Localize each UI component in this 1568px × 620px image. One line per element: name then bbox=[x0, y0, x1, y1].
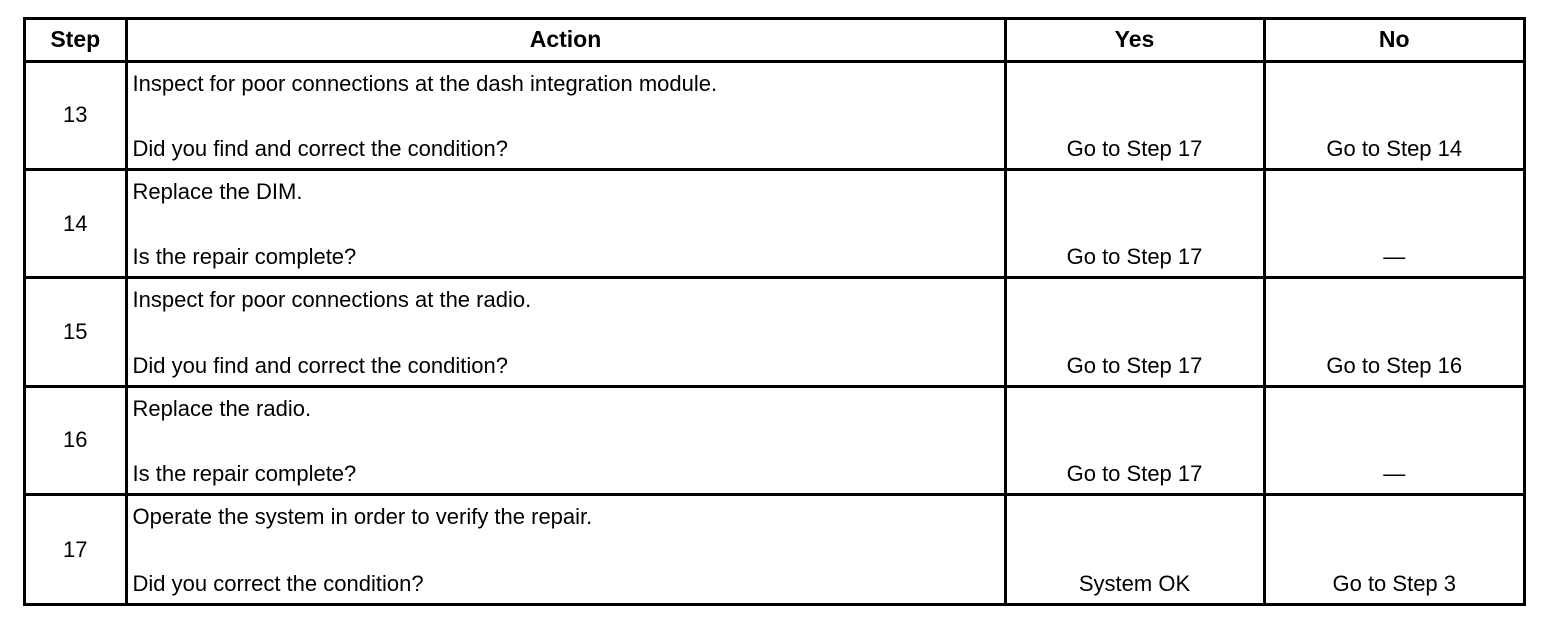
step-number: 14 bbox=[26, 169, 126, 277]
yes-cell bbox=[1005, 386, 1264, 494]
no-cell bbox=[1264, 278, 1523, 386]
action-cell bbox=[126, 386, 1005, 494]
no-cell bbox=[1264, 169, 1523, 277]
step-number: 17 bbox=[26, 495, 126, 603]
diagnostic-table-frame bbox=[23, 17, 1526, 606]
action-cell bbox=[126, 61, 1005, 169]
action-instruction: Replace the radio. bbox=[132, 395, 312, 421]
table-row bbox=[26, 169, 1523, 277]
action-cell bbox=[126, 495, 1005, 603]
yes-result: Go to Step 17 bbox=[1066, 244, 1203, 270]
action-question: Is the repair complete? bbox=[132, 461, 357, 487]
yes-cell bbox=[1005, 495, 1264, 603]
yes-result: Go to Step 17 bbox=[1066, 461, 1203, 487]
action-cell bbox=[126, 278, 1005, 386]
no-result: Go to Step 3 bbox=[1332, 571, 1457, 596]
action-instruction: Inspect for poor connections at the radio. bbox=[132, 287, 532, 313]
no-result: — bbox=[1383, 244, 1406, 270]
header-step: Step bbox=[26, 20, 126, 61]
step-number: 16 bbox=[26, 386, 126, 494]
header-action: Action bbox=[126, 20, 1005, 61]
action-instruction: Replace the DIM. bbox=[132, 178, 303, 204]
yes-result: Go to Step 17 bbox=[1066, 352, 1203, 378]
no-result: Go to Step 14 bbox=[1326, 135, 1463, 161]
action-instruction: Inspect for poor connections at the dash integration module. bbox=[132, 70, 718, 96]
action-question: Did you correct the condition? bbox=[132, 571, 424, 596]
yes-result: Go to Step 17 bbox=[1066, 135, 1203, 161]
action-question: Did you find and correct the condition? bbox=[132, 352, 508, 378]
action-cell bbox=[126, 169, 1005, 277]
header-yes: Yes bbox=[1005, 20, 1264, 61]
table-row bbox=[26, 278, 1523, 386]
no-cell bbox=[1264, 61, 1523, 169]
step-number: 15 bbox=[26, 278, 126, 386]
action-question: Is the repair complete? bbox=[132, 244, 357, 270]
yes-cell bbox=[1005, 169, 1264, 277]
yes-cell bbox=[1005, 61, 1264, 169]
diagnostic-table bbox=[26, 20, 1523, 603]
table-row bbox=[26, 61, 1523, 169]
step-number: 13 bbox=[26, 61, 126, 169]
yes-cell bbox=[1005, 278, 1264, 386]
no-cell bbox=[1264, 386, 1523, 494]
table-header-row bbox=[26, 20, 1523, 61]
table-row bbox=[26, 386, 1523, 494]
yes-result: System OK bbox=[1078, 571, 1191, 596]
action-question: Did you find and correct the condition? bbox=[132, 135, 508, 161]
header-no: No bbox=[1264, 20, 1523, 61]
no-result: — bbox=[1383, 461, 1406, 487]
no-cell bbox=[1264, 495, 1523, 603]
action-instruction: Operate the system in order to verify the repair. bbox=[132, 504, 593, 530]
table-row bbox=[26, 495, 1523, 603]
no-result: Go to Step 16 bbox=[1326, 352, 1463, 378]
